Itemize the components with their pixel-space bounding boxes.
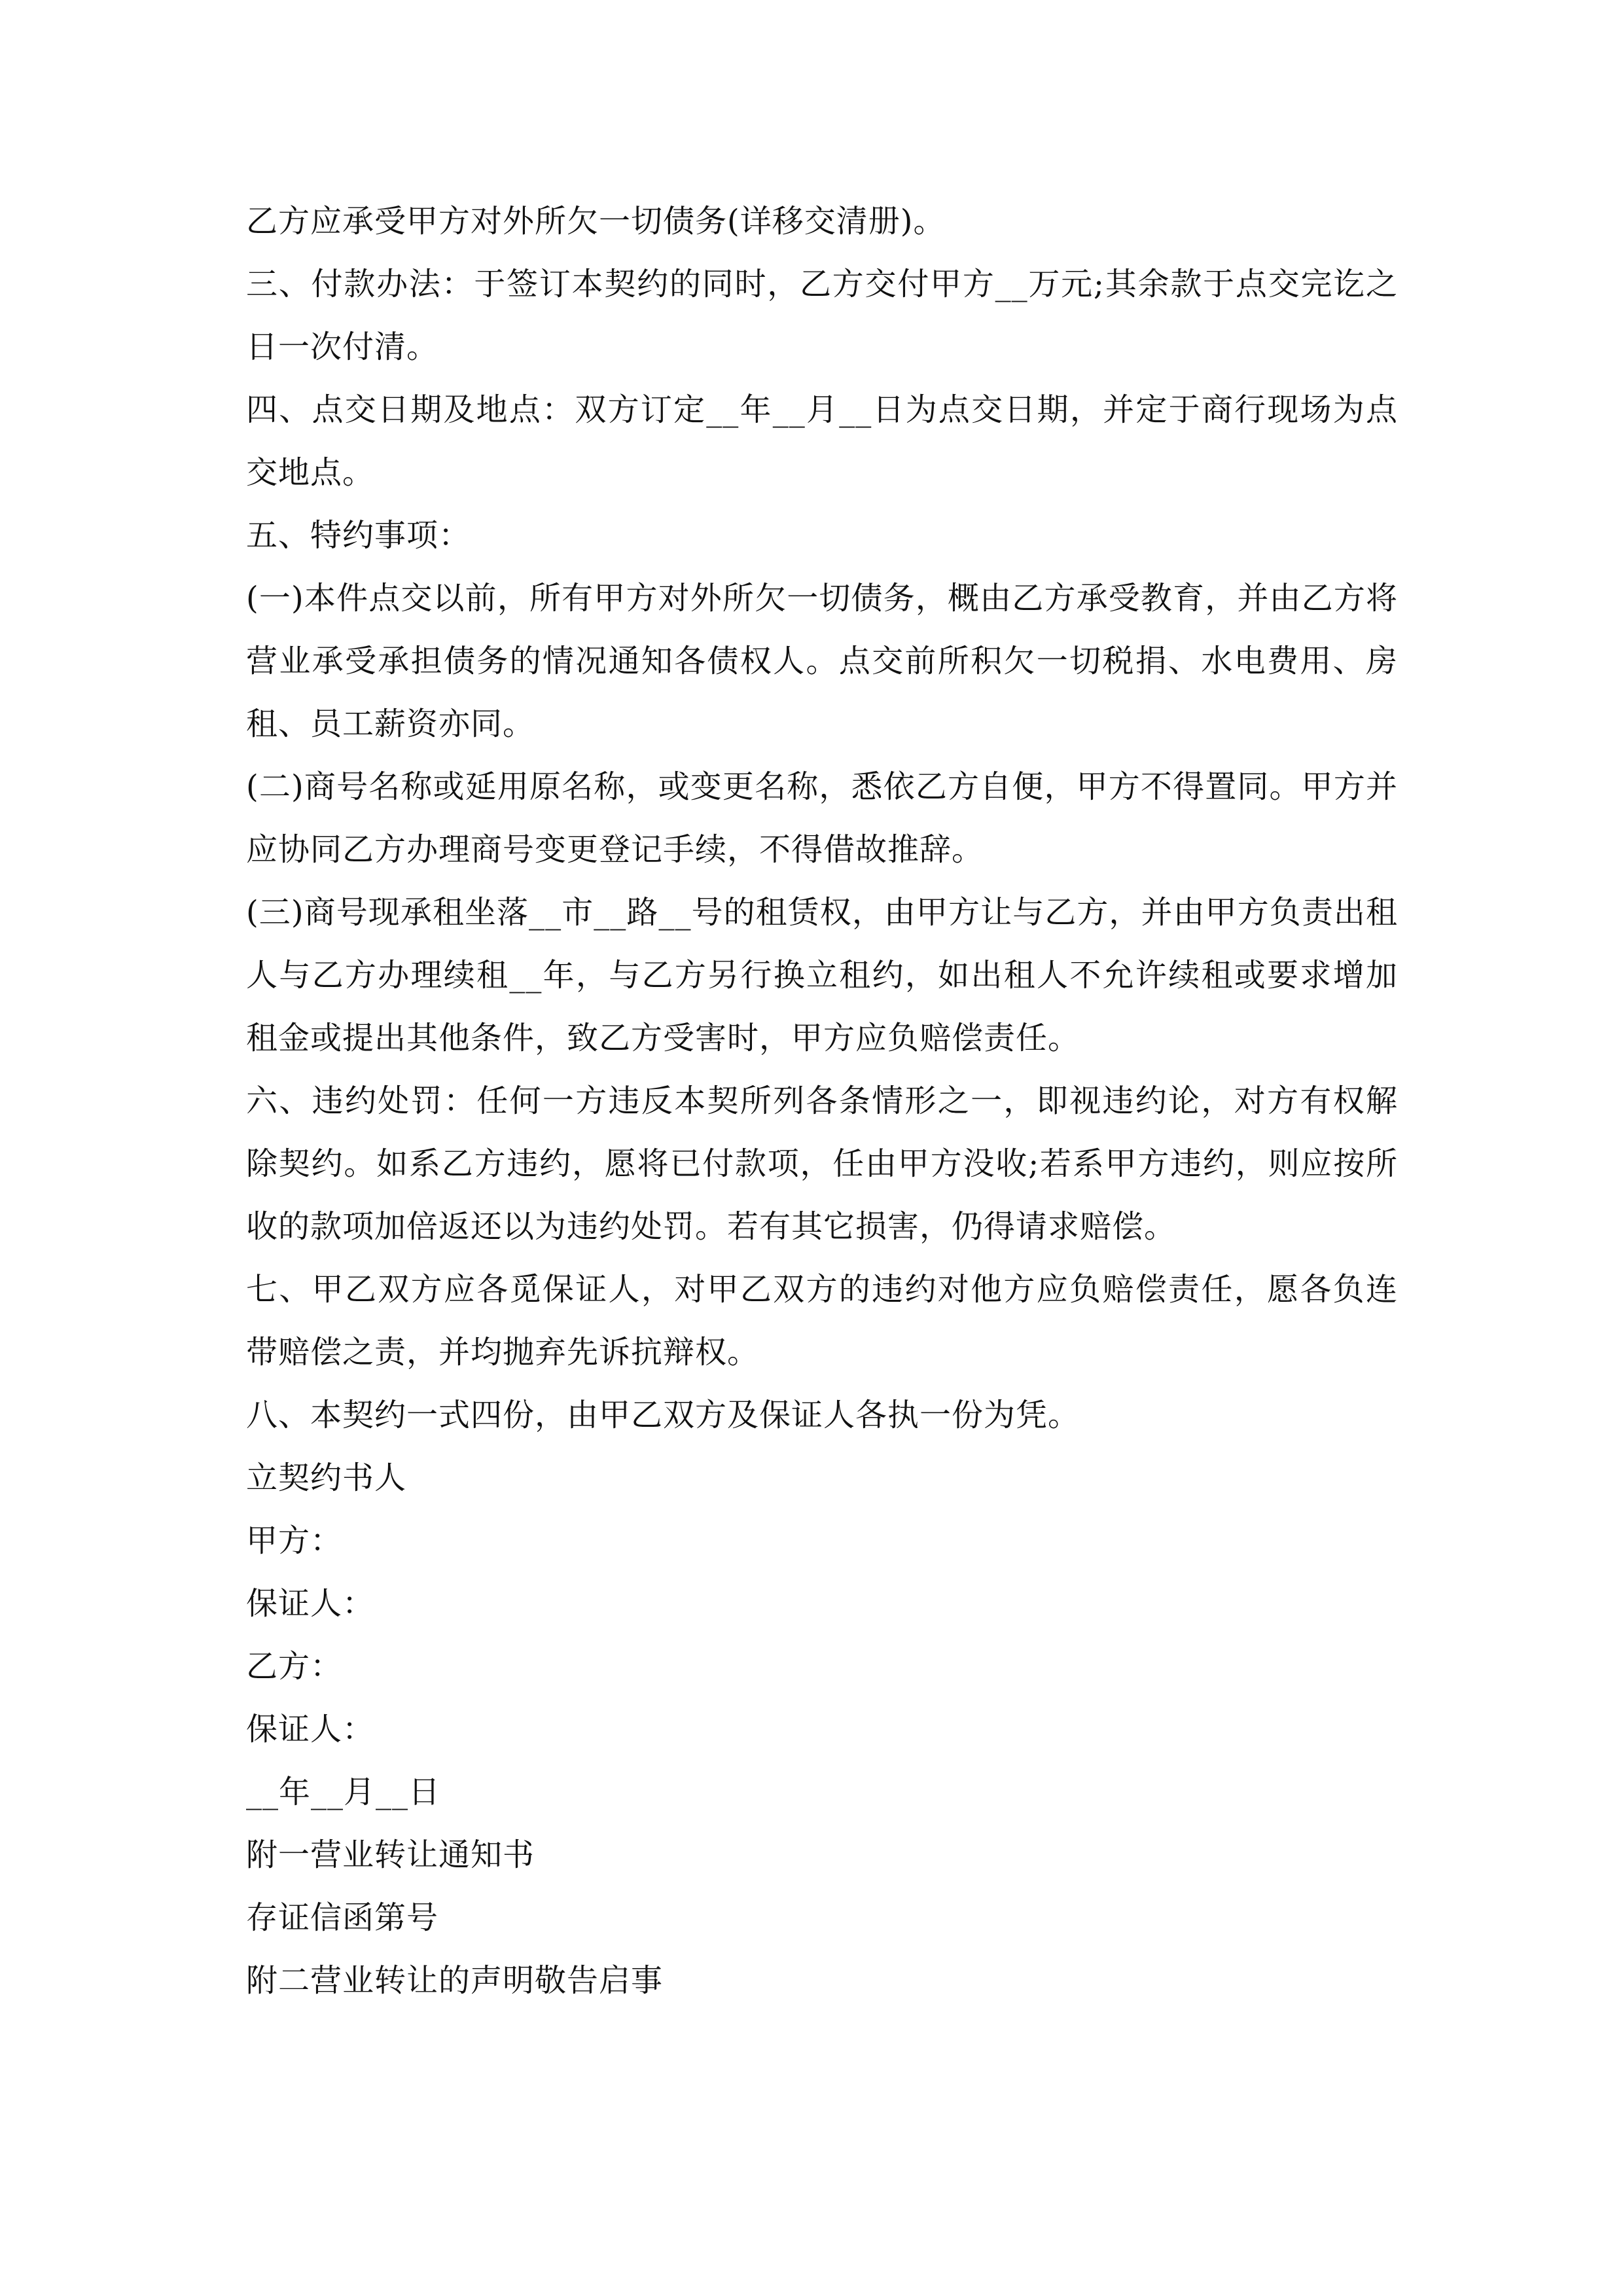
paragraph-special-term-2: (二)商号名称或延用原名称，或变更名称，悉依乙方自便，甲方不得置同。甲方并应协同乙方办理商号变更登记手续，不得借故推辞。 [246, 768, 1398, 868]
paragraph-debt-assumption: 乙方应承受甲方对外所欠一切债务(详移交清册)。 [246, 203, 946, 240]
paragraph-handover-date-location: 四、点交日期及地点：双方订定__年__月__日为点交日期，并定于商行现场为点交地点。 [246, 391, 1398, 491]
guarantor-a-label: 保证人： [246, 1585, 375, 1622]
party-a-label: 甲方： [246, 1522, 343, 1559]
signatory-heading: 立契约书人 [246, 1460, 407, 1496]
document-body [246, 190, 1398, 2012]
paragraph-payment-method: 三、付款办法：于签订本契约的同时，乙方交付甲方__万元;其余款于点交完讫之日一次付清。 [246, 266, 1398, 365]
paragraph-special-terms-heading: 五、特约事项： [246, 517, 471, 554]
paragraph-breach-penalty: 六、违约处罚：任何一方违反本契所列各条情形之一，即视违约论，对方有权解除契约。如系乙方违约，愿将已付款项，任由甲方没收;若系甲方违约，则应按所收的款项加倍返还以为违约处罚。若有其它损害，仍得请求赔偿。 [246, 1083, 1398, 1245]
guarantor-b-label: 保证人： [246, 1711, 375, 1748]
paragraph-guarantors: 七、甲乙双方应各觅保证人，对甲乙双方的违约对他方应负赔偿责任，愿各负连带赔偿之责，并均抛弃先诉抗辩权。 [246, 1271, 1398, 1371]
paragraph-special-term-3: (三)商号现承租坐落__市__路__号的租赁权，由甲方让与乙方，并由甲方负责出租人与乙方办理续租__年，与乙方另行换立租约，如出租人不允许续租或要求增加租金或提出其他条件，致乙方受害时，甲方应负赔偿责任。 [246, 894, 1398, 1056]
appendix-2-title: 附二营业转让的声明敬告启事 [246, 1962, 664, 1999]
appendix-1-title: 附一营业转让通知书 [246, 1837, 535, 1873]
certified-letter-number: 存证信函第号 [246, 1899, 439, 1936]
party-b-label: 乙方： [246, 1648, 343, 1685]
date-line: __年__月__日 [246, 1774, 441, 1810]
paragraph-copies: 八、本契约一式四份，由甲乙双方及保证人各执一份为凭。 [246, 1397, 1080, 1433]
paragraph-special-term-1: (一)本件点交以前，所有甲方对外所欠一切债务，概由乙方承受教育，并由乙方将营业承受承担债务的情况通知各债权人。点交前所积欠一切税捐、水电费用、房租、员工薪资亦同。 [246, 580, 1398, 742]
